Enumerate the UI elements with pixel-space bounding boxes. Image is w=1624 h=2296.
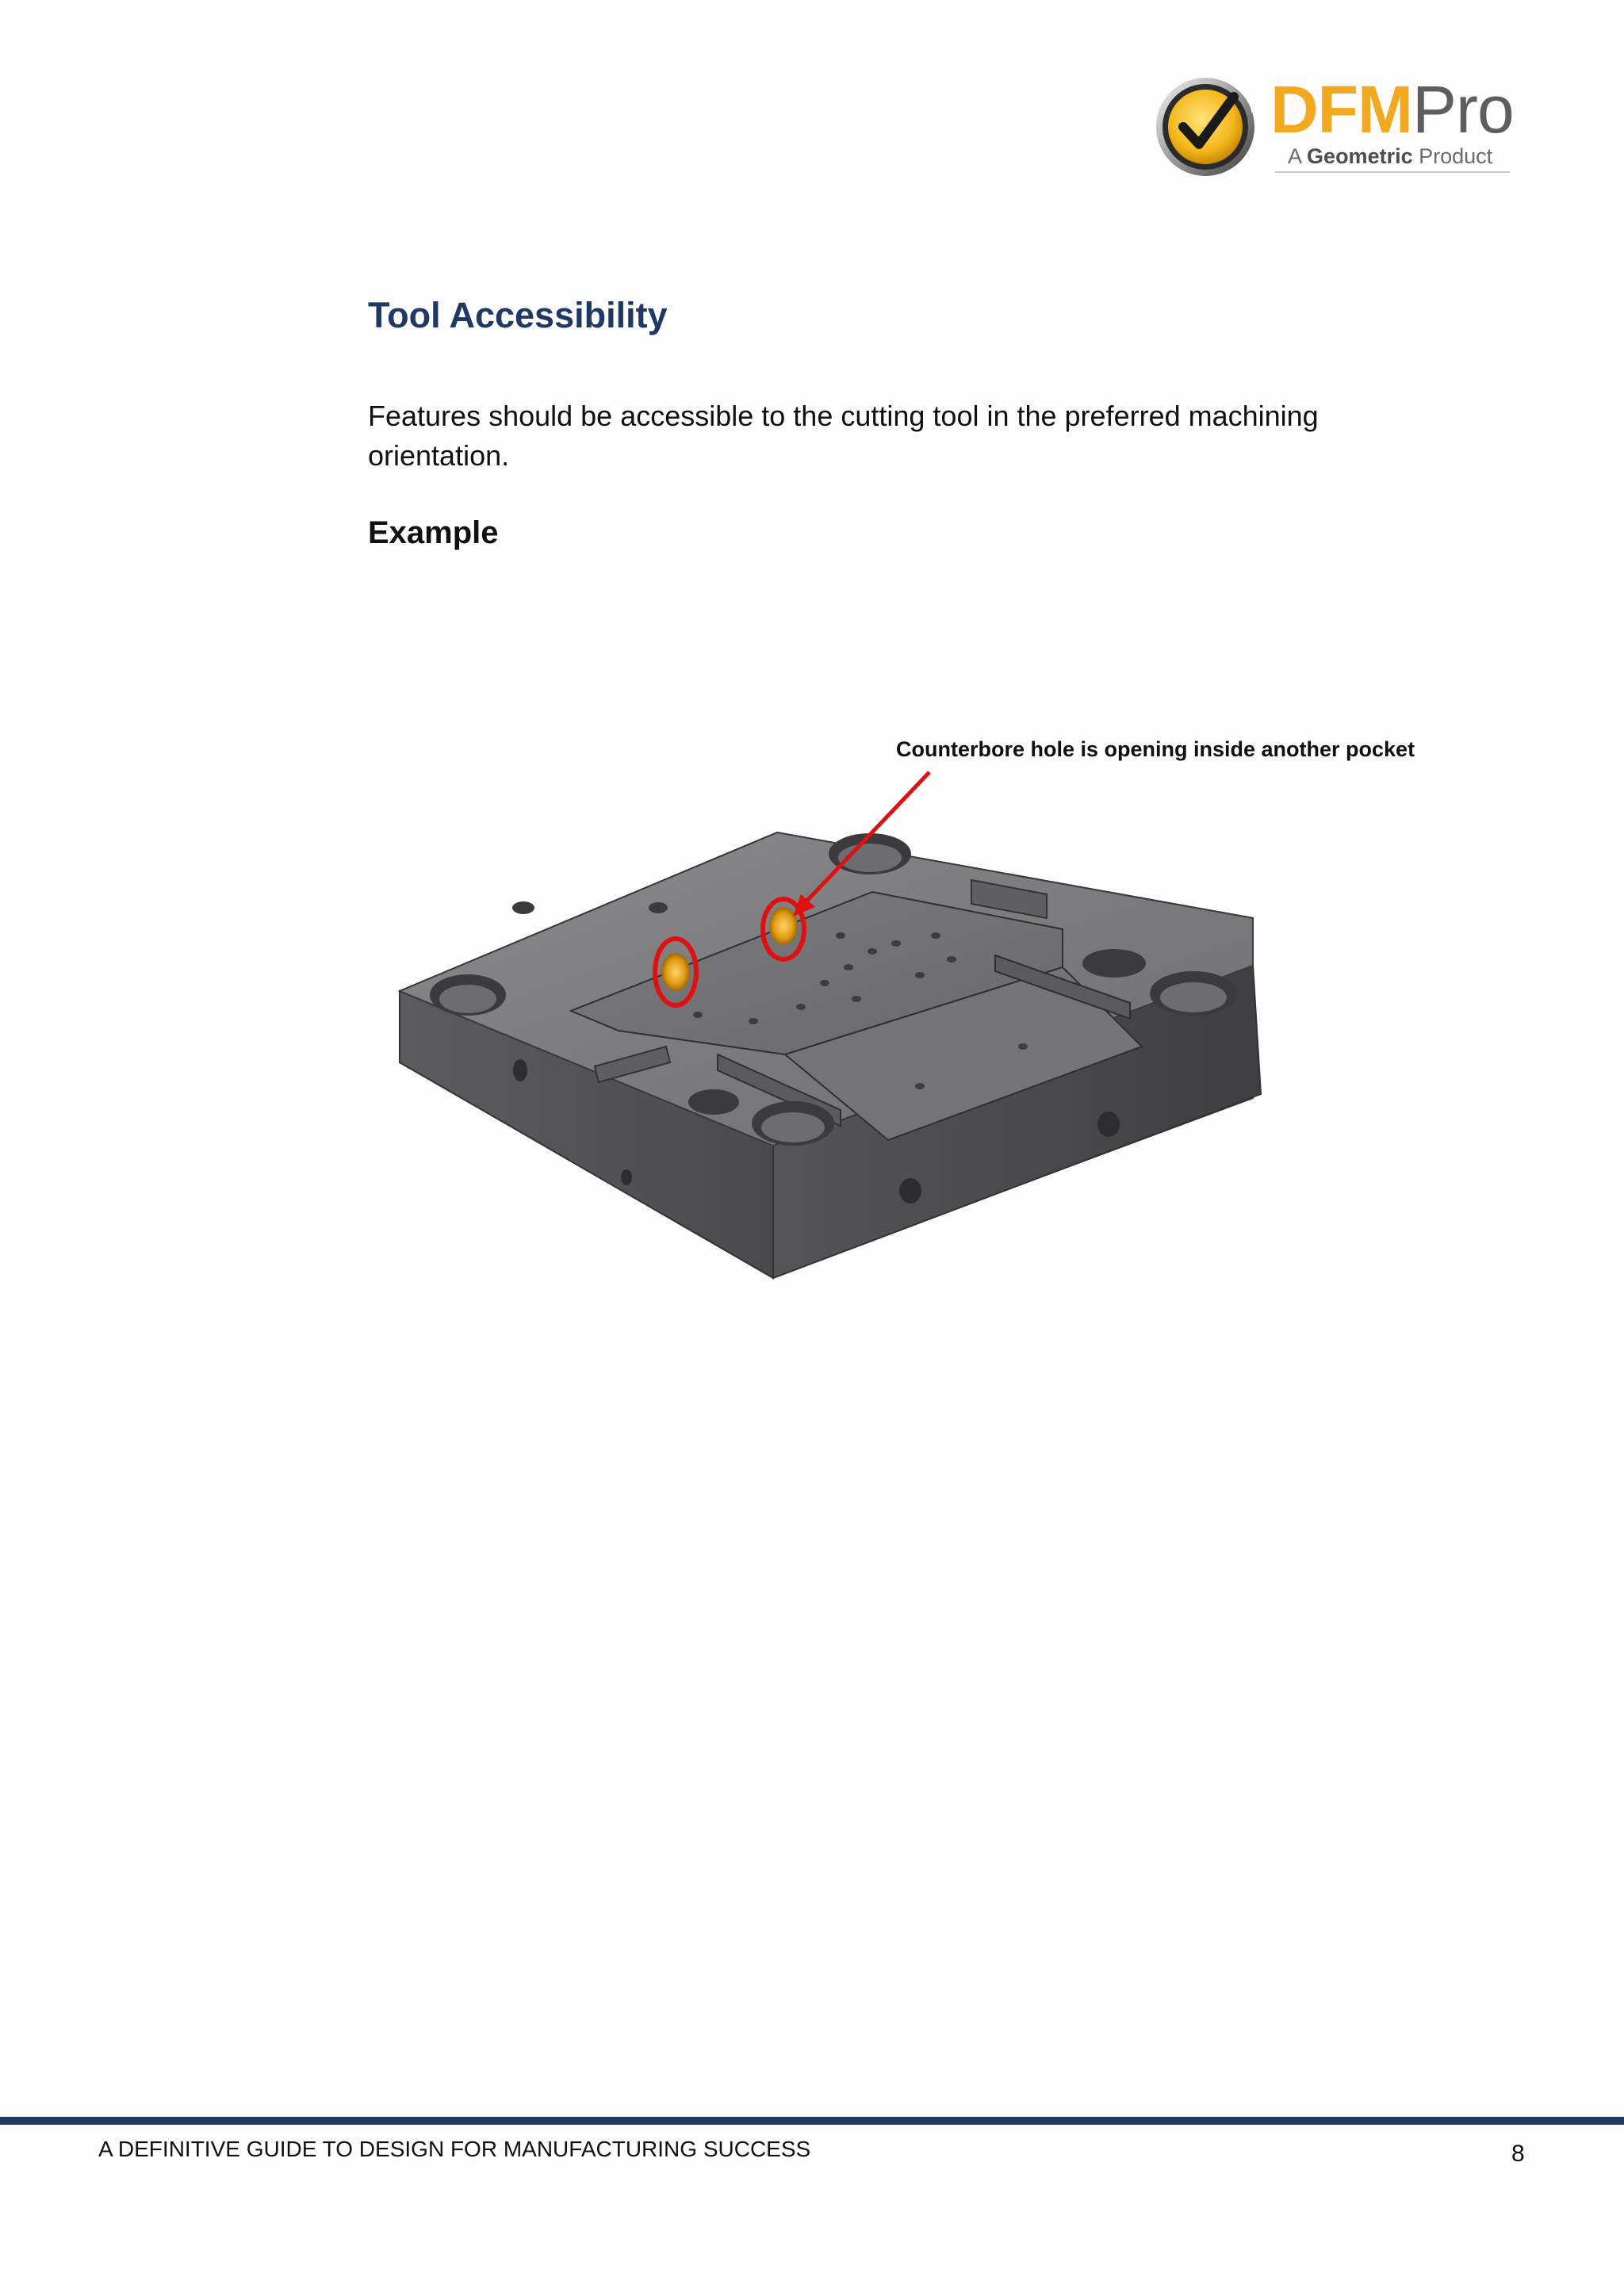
figure-callout: Counterbore hole is opening inside another pocket <box>896 737 1415 761</box>
page-number: 8 <box>1511 2141 1525 2167</box>
example-heading: Example <box>368 515 499 550</box>
section-body: Features should be accessible to the cutting tool in the preferred machining orientation. <box>368 400 1319 472</box>
logo-tagline <box>1288 144 1492 169</box>
logo-tagline-strong: Geometric <box>1307 144 1413 168</box>
logo-tagline-suffix: Product <box>1419 144 1493 168</box>
logo-brand-secondary: Pro <box>1411 72 1514 147</box>
section-title: Tool Accessibility <box>368 295 668 335</box>
checkmark-badge-icon <box>1151 65 1262 184</box>
logo-brand-primary: DFM <box>1270 72 1412 147</box>
dfmpro-logo <box>1151 65 1516 192</box>
logo-tagline-prefix: A <box>1288 144 1301 168</box>
footer-title: A DEFINITIVE GUIDE TO DESIGN FOR MANUFACTURING SUCCESS <box>98 2137 811 2161</box>
logo-wordmark <box>1270 72 1514 147</box>
logo-divider <box>1275 171 1510 173</box>
example-figure <box>381 714 1491 1300</box>
machined-block-illustration <box>381 714 1491 1300</box>
footer-rule <box>0 2117 1624 2125</box>
